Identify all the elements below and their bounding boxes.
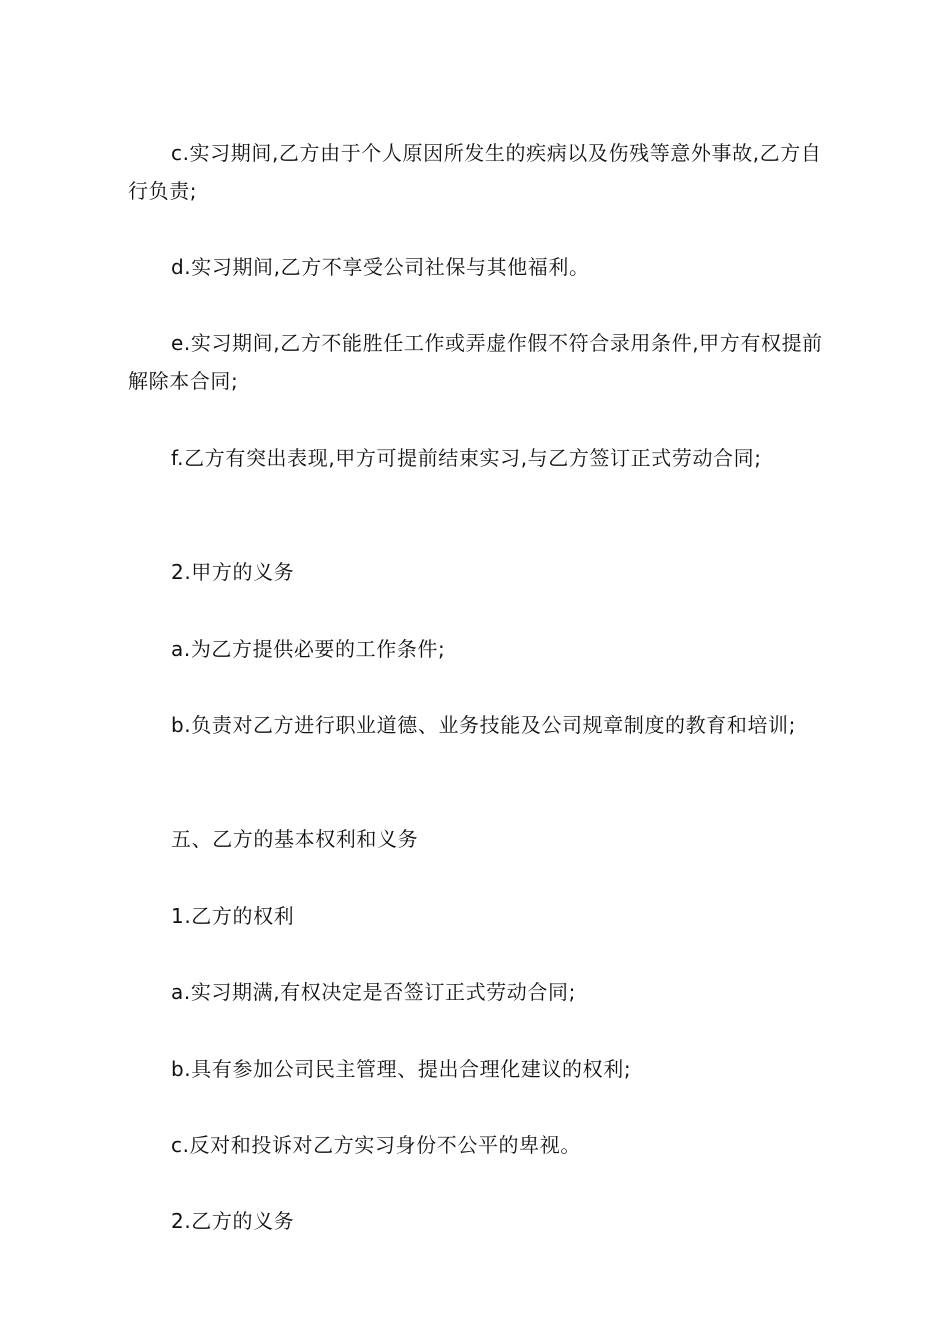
paragraph-c-complaint: c.反对和投诉对乙方实习身份不公平的卑视。 <box>171 1133 581 1157</box>
section-heading-five: 五、乙方的基本权利和义务 <box>171 827 419 851</box>
paragraph-d-welfare: d.实习期间,乙方不享受公司社保与其他福利。 <box>171 255 590 279</box>
heading-party-b-rights: 1.乙方的权利 <box>171 904 295 928</box>
paragraph-e-termination: e.实习期间,乙方不能胜任工作或弄虚作假不符合录用条件,甲方有权提前解除本合同; <box>128 331 823 393</box>
paragraph-a-contract-decision: a.实习期满,有权决定是否签订正式劳动合同; <box>171 980 576 1004</box>
heading-party-a-obligations: 2.甲方的义务 <box>171 560 295 584</box>
paragraph-f-early-completion: f.乙方有突出表现,甲方可提前结束实习,与乙方签订正式劳动合同; <box>171 446 762 470</box>
paragraph-b-participation: b.具有参加公司民主管理、提出合理化建议的权利; <box>171 1057 632 1081</box>
paragraph-c-injury: c.实习期间,乙方由于个人原因所发生的疾病以及伤残等意外事故,乙方自行负责; <box>128 141 822 203</box>
paragraph-a-conditions: a.为乙方提供必要的工作条件; <box>171 637 446 661</box>
heading-party-b-obligations: 2.乙方的义务 <box>171 1209 295 1233</box>
paragraph-b-training: b.负责对乙方进行职业道德、业务技能及公司规章制度的教育和培训; <box>171 713 796 737</box>
